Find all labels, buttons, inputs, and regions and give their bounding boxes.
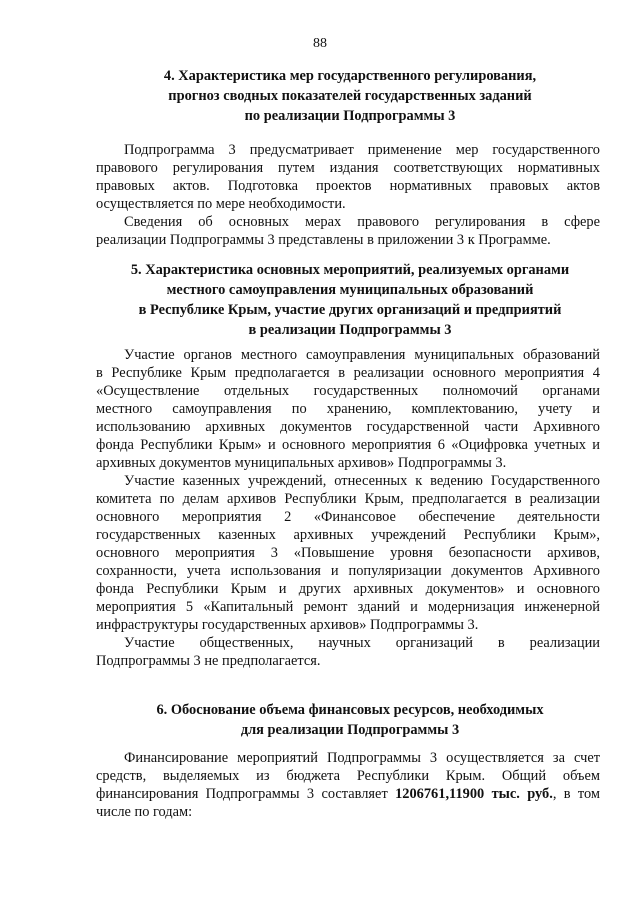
heading-line: по реализации Подпрограммы 3: [244, 108, 456, 124]
text-line: в Республике Крым предполагается в реализации основного мероприятия 4: [96, 365, 600, 381]
heading-line: в Республике Крым, участие других организаций и предприятий: [138, 302, 562, 318]
text-line: основного мероприятия 2 «Финансовое обеспечение деятельности: [96, 509, 600, 525]
text-line: осуществляется по мере необходимости.: [96, 196, 346, 212]
text-line: сохранности, учета использования и популяризации документов Архивного: [96, 563, 600, 579]
heading-line: прогноз сводных показателей государственных заданий: [168, 88, 532, 104]
text-line: правового регулирования путем издания соответствующих нормативных: [96, 160, 600, 176]
text-line: Подпрограмма 3 предусматривает применение мер государственного: [124, 142, 600, 158]
text-line: фонда Республики Крым и других архивных документов» и основного: [96, 581, 600, 597]
section-5-paragraph-1: [96, 346, 600, 472]
section-5-paragraph-2: [96, 472, 600, 634]
text-line: реализации Подпрограммы 3 представлены в приложении 3 к Программе.: [96, 232, 551, 248]
text-line: Участие органов местного самоуправления муниципальных образований: [124, 347, 600, 363]
text-line: Сведения об основных мерах правового регулирования в сфере: [124, 214, 600, 230]
text-line: «Осуществление отдельных государственных полномочий органами: [96, 383, 600, 399]
text-line: Финансирование мероприятий Подпрограммы 3 осуществляется за счет: [124, 750, 600, 766]
heading-line: 6. Обоснование объема финансовых ресурсов, необходимых: [156, 702, 544, 718]
section-6-heading: [100, 700, 600, 740]
text-line: местного самоуправления по хранению, комплектованию, учету и: [96, 401, 600, 417]
text-line: правовых актов. Подготовка проектов нормативных правовых актов: [96, 178, 600, 194]
text-line: основного мероприятия 3 «Повышение уровня безопасности архивов,: [96, 545, 600, 561]
text-line: инфраструктуры государственных архивов» Подпрограммы 3.: [96, 617, 479, 633]
text-line: мероприятия 5 «Капитальный ремонт зданий и модернизация инженерной: [96, 599, 600, 615]
text-line: использованию архивных документов государственной части Архивного: [96, 419, 600, 435]
text-line: числе по годам:: [96, 804, 193, 820]
text-line: Подпрограммы 3 не предполагается.: [96, 653, 321, 669]
text-fragment: финансирования Подпрограммы 3 составляет: [96, 786, 396, 802]
funding-amount: 1206761,11900 тыс. руб.: [395, 786, 553, 802]
section-5-paragraph-3: [96, 634, 600, 670]
section-5-heading: [100, 260, 600, 340]
section-6-paragraph-1: [96, 749, 600, 821]
heading-line: 4. Характеристика мер государственного регулирования,: [163, 68, 537, 84]
text-line: фонда Республики Крым» и основного мероприятия 6 «Оцифровка учетных и: [96, 437, 600, 453]
text-line-with-amount: [96, 785, 600, 803]
text-line: государственных казенных архивных учреждений Республики Крым»,: [96, 527, 600, 543]
section-4-paragraph-2: [96, 213, 600, 249]
text-line: комитета по делам архивов Республики Крым, предполагается в реализации: [96, 491, 600, 507]
text-line: архивных документов муниципальных архивов» Подпрограммы 3.: [96, 455, 507, 471]
text-line: средств, выделяемых из бюджета Республики Крым. Общий объем: [96, 768, 600, 784]
section-4-heading: [100, 66, 600, 126]
heading-line: местного самоуправления муниципальных образований: [166, 282, 534, 298]
page-number: 88: [313, 36, 327, 51]
text-line: Участие общественных, научных организаций в реализации: [124, 635, 600, 651]
heading-line: для реализации Подпрограммы 3: [240, 722, 460, 738]
heading-line: 5. Характеристика основных мероприятий, реализуемых органами: [130, 262, 570, 278]
heading-line: в реализации Подпрограммы 3: [248, 322, 452, 338]
text-fragment: , в том: [552, 786, 601, 802]
text-line: Участие казенных учреждений, отнесенных к ведению Государственного: [124, 473, 600, 489]
section-4-paragraph-1: [96, 141, 600, 213]
